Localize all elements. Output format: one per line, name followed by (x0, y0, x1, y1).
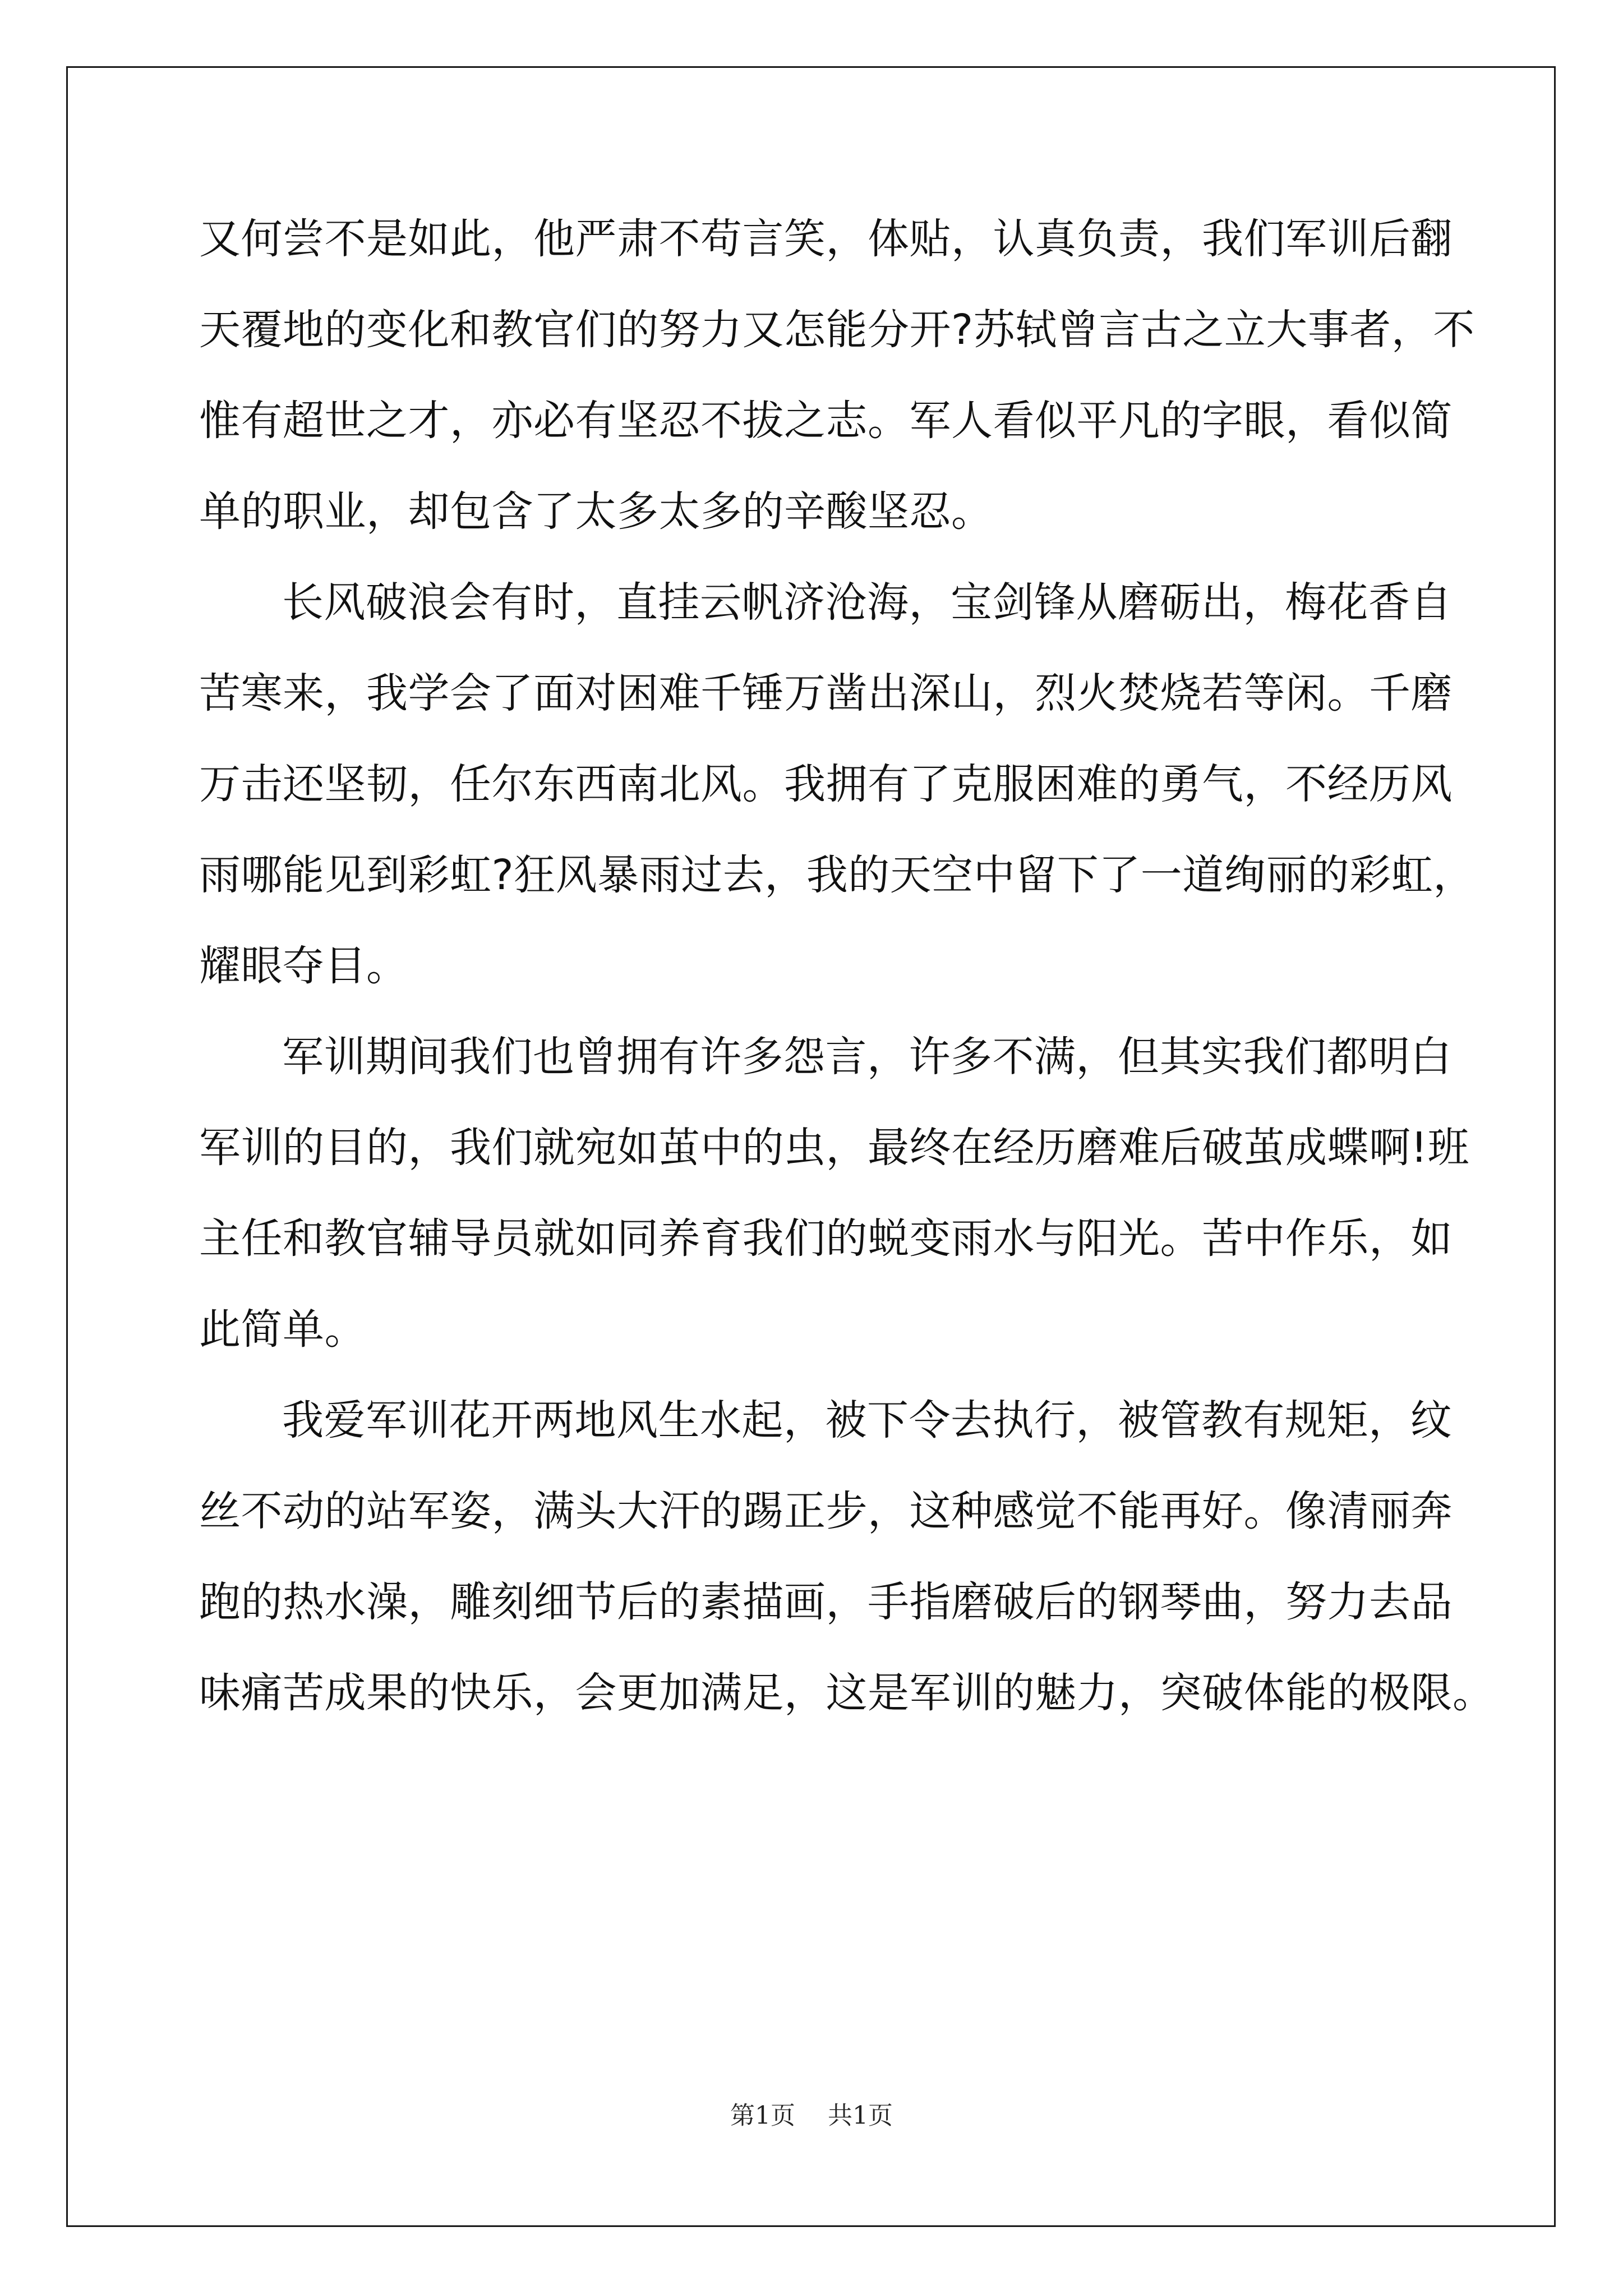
text-line: 惟有超世之才，亦必有坚忍不拔之志。军人看似平凡的字眼，看似简 (199, 397, 1453, 445)
text-line: 又何尝不是如此，他严肃不苟言笑，体贴，认真负责，我们军训后翻 (199, 215, 1453, 263)
page-number: 第1页 (730, 2101, 795, 2130)
paragraph (199, 194, 1475, 557)
text-line: 单的职业，却包含了太多太多的辛酸坚忍。 (199, 487, 993, 536)
paragraph (199, 557, 1475, 1011)
paragraph (199, 1011, 1470, 1375)
text-line: 跑的热水澡，雕刻细节后的素描画，手指磨破后的钢琴曲，努力去品 (199, 1578, 1453, 1626)
text-line: 此简单。 (199, 1305, 366, 1354)
document-body (199, 194, 1495, 1738)
text-line: 长风破浪会有时，直挂云帆济沧海，宝剑锋从磨砺出，梅花香自 (282, 578, 1452, 627)
page-footer (0, 2095, 1623, 2131)
paragraph (199, 1375, 1495, 1738)
page-total: 共1页 (828, 2101, 893, 2130)
text-line: 天覆地的变化和教官们的努力又怎能分开?苏轼曾言古之立大事者，不 (199, 306, 1475, 354)
text-line: 雨哪能见到彩虹?狂风暴雨过去，我的天空中留下了一道绚丽的彩虹， (199, 851, 1475, 899)
text-line: 味痛苦成果的快乐，会更加满足，这是军训的魅力，突破体能的极限。 (199, 1669, 1495, 1717)
text-line: 军训的目的，我们就宛如茧中的虫，最终在经历磨难后破茧成蝶啊!班 (199, 1124, 1470, 1172)
text-line: 丝不动的站军姿，满头大汗的踢正步，这种感觉不能再好。像清丽奔 (199, 1487, 1453, 1535)
text-line: 耀眼夺目。 (199, 942, 408, 990)
text-line: 军训期间我们也曾拥有许多怨言，许多不满，但其实我们都明白 (282, 1033, 1452, 1081)
text-line: 苦寒来，我学会了面对困难千锤万凿出深山，烈火焚烧若等闲。千磨 (199, 669, 1453, 717)
text-line: 我爱军训花开两地风生水起，被下令去执行，被管教有规矩，纹 (282, 1396, 1452, 1444)
text-line: 主任和教官辅导员就如同养育我们的蜕变雨水与阳光。苦中作乐，如 (199, 1214, 1453, 1263)
text-line: 万击还坚韧，任尔东西南北风。我拥有了克服困难的勇气，不经历风 (199, 760, 1453, 808)
